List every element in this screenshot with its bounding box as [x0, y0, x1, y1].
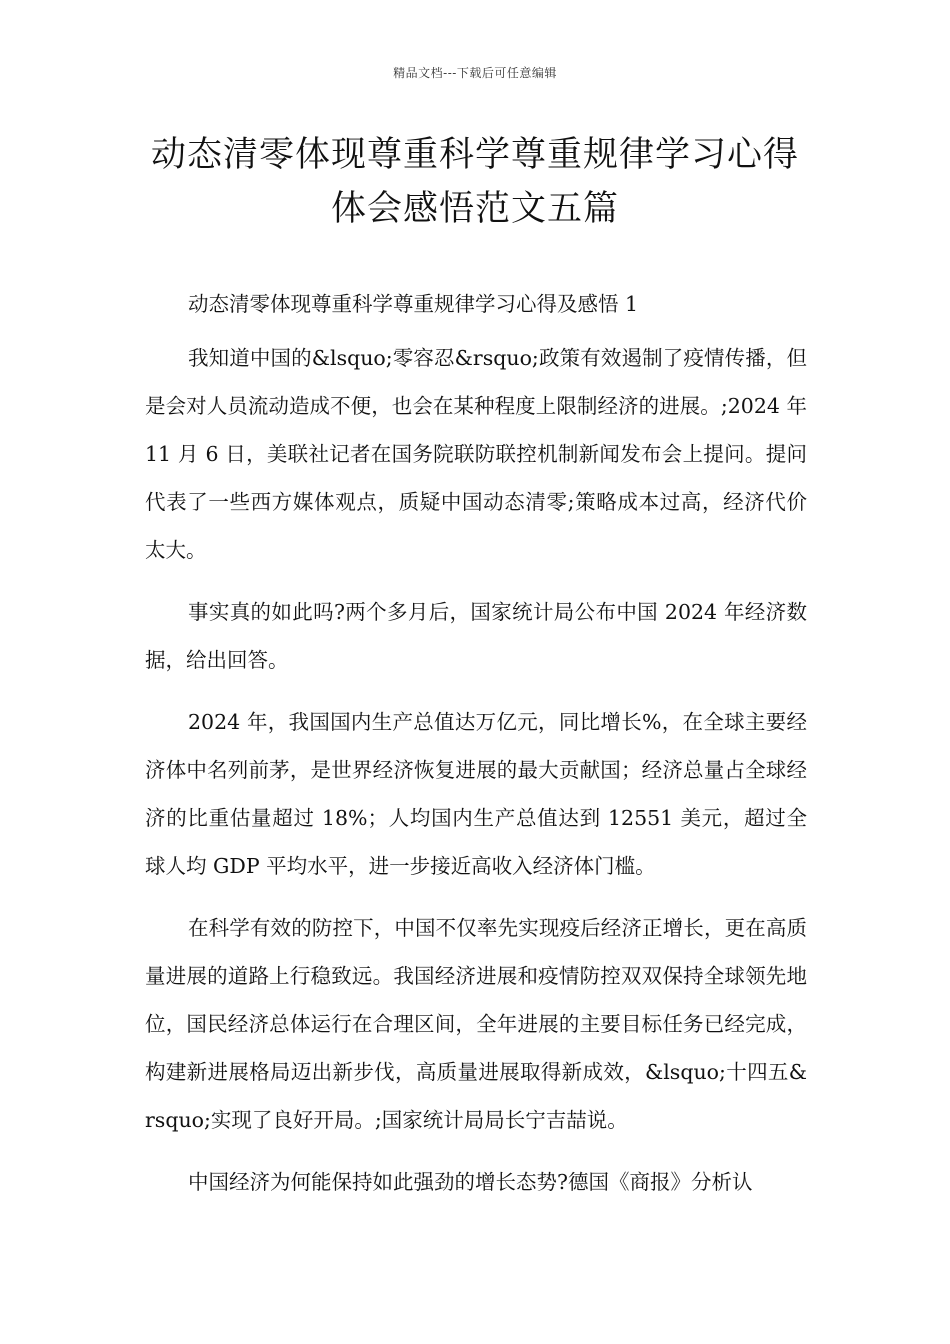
- document-title: 动态清零体现尊重科学尊重规律学习心得体会感悟范文五篇: [150, 135, 799, 229]
- paragraph: 在科学有效的防控下，中国不仅率先实现疫后经济正增长，更在高质量进展的道路上行稳致远。我国经济进展和疫情防控双双保持全球领先地位，国民经济总体运行在合理区间，全年进展的主要目标任务已经完成，构建新进展格局迈出新步伐，高质量进展取得新成效，&lsquo;十四五&rsquo;实现了良好开局。;国家统计局局长宁吉喆说。: [145, 916, 807, 1132]
- paragraph: 2024 年，我国国内生产总值达万亿元，同比增长%，在全球主要经济体中名列前茅，是世界经济恢复进展的最大贡献国；经济总量占全球经济的比重估量超过 18%；人均国内生产总值达到 12551 美元，超过全球人均 GDP 平均水平，进一步接近高收入经济体门槛。: [145, 710, 807, 878]
- paragraph: 我知道中国的&lsquo;零容忍&rsquo;政策有效遏制了疫情传播，但是会对人员流动造成不便，也会在某种程度上限制经济的进展。;2024 年 11 月 6 日，美联社记者在国务院联防联控机制新闻发布会上提问。提问代表了一些西方媒体观点，质疑中国动态清零;策略成本过高，经济代价太大。: [145, 346, 807, 562]
- paragraph: 事实真的如此吗?两个多月后，国家统计局公布中国 2024 年经济数据，给出回答。: [145, 600, 807, 672]
- header-note: 精品文档---下载后可任意编辑: [393, 66, 557, 80]
- document-body: [145, 280, 807, 1220]
- section-heading: 动态清零体现尊重科学尊重规律学习心得及感悟 1: [188, 292, 639, 316]
- paragraph: 中国经济为何能保持如此强劲的增长态势?德国《商报》分析认: [188, 1170, 753, 1194]
